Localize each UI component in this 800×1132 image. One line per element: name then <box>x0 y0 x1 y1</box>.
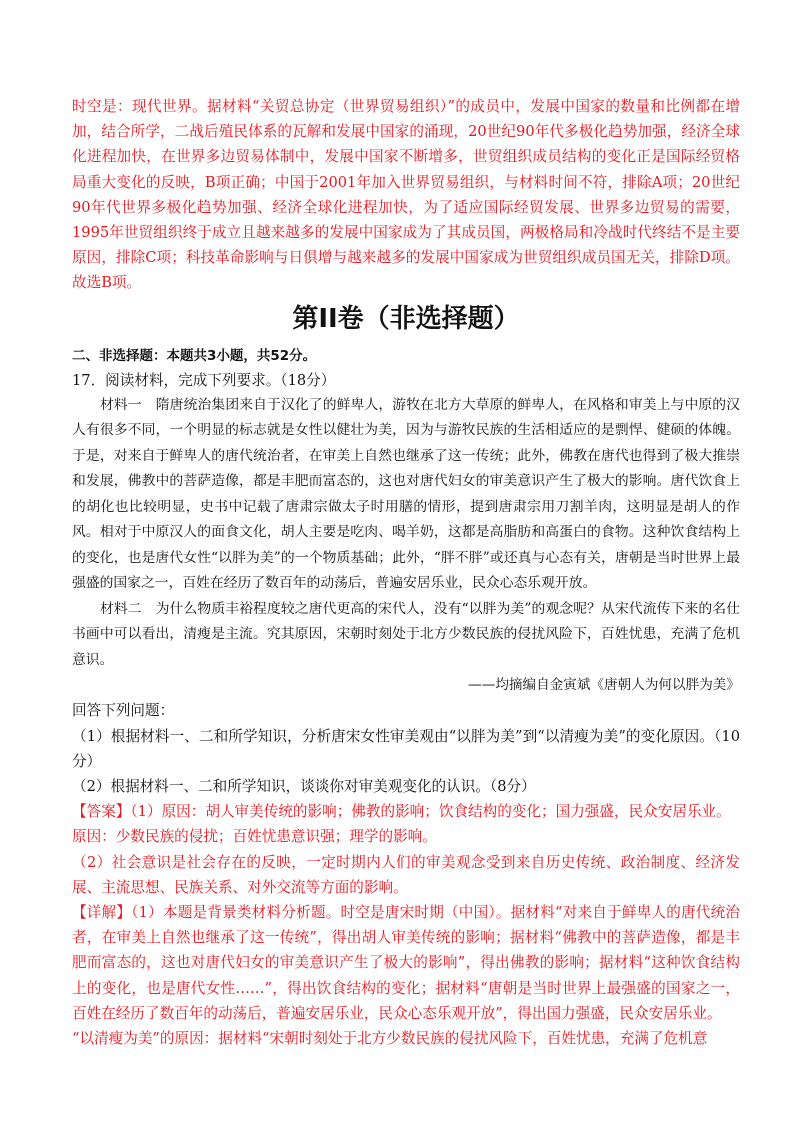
answer-prompt: 回答下列问题： <box>72 702 175 720</box>
document-page <box>72 94 740 1051</box>
material-one-label: 材料一 <box>100 396 142 413</box>
detail-tag: 【详解】 <box>72 903 132 921</box>
section-heading: 二、非选择题：本题共3小题，共52分。 <box>72 347 317 364</box>
explanation-tail: 时空是：现代世界。据材料“关贸总协定（世界贸易组织）”的成员中，发展中国家的数量和比例都在增加，结合所学，二战后殖民体系的瓦解和发展中国家的涌现，20世纪90年代多极化趋势加强，经济全球化进程加快，在世界多边贸易体制中，发展中国家不断增多，世贸组织成员结构的变化正是国际经贸格局重大变化的反映，B项正确；中国于2001年加入世界贸易组织，与材料时间不符，排除A项；20世纪90年代世界多极化趋势加强、经济全球化进程加快，为了适应国际经贸发展、世界多边贸易的需要，1995年世贸组织终于成立且越来越多的发展中国家成为了其成员国，两极格局和冷战时代终结不是主要原因，排除C项；科技革命影响与日俱增与越来越多的发展中国家成为世贸组织成员国无关，排除D项。故选B项。 <box>72 98 740 292</box>
volume-title: 第II卷（非选择题） <box>292 303 520 334</box>
sub-question-1: （1）根据材料一、二和所学知识，分析唐宋女性审美观由“以胖为美”到“以清瘦为美”的变化原因。（10分） <box>72 727 740 770</box>
material-one <box>72 393 740 597</box>
material-two-label: 材料二 <box>100 600 142 617</box>
material-source: ——均摘编自金寅斌《唐朝人为何以胖为美》 <box>468 677 740 694</box>
material-two <box>72 597 740 674</box>
detail-1 <box>72 900 740 1026</box>
detail-2: “以清瘦为美”的原因：据材料“宋朝时刻处于北方少数民族的侵扰风险下，百姓忧患，充满了危机意 <box>72 1029 708 1047</box>
sub-question-2: （2）根据材料一、二和所学知识，谈谈你对审美观变化的认识。（8分） <box>72 777 536 795</box>
material-two-text: 为什么物质丰裕程度较之唐代更高的宋代人，没有“以胖为美”的观念呢？从宋代流传下来的名仕书画中可以看出，清瘦是主流。究其原因，宋朝时刻处于北方少数民族的侵扰风险下，百姓忧患，充满了危机意识。 <box>72 600 741 668</box>
answer-2: （2）社会意识是社会存在的反映，一定时期内人们的审美观念受到来自历史传统、政治制度、经济发展、主流思想、民族关系、对外交流等方面的影响。 <box>72 853 740 896</box>
answer-1-text: （1）原因：胡人审美传统的影响；佛教的影响；饮食结构的变化；国力强盛，民众安居乐业。 <box>130 803 731 821</box>
detail-1-text: （1）本题是背景类材料分析题。时空是唐宋时期（中国）。据材料“对来自于鲜卑人的唐代统治者，在审美上自然也继承了这一传统”，得出胡人审美传统的影响；据材料“佛教中的菩萨造像，都是丰肥而富态的，这也对唐代妇女的审美意识产生了极大的影响”，得出佛教的影响；据材料“这种饮食结构上的变化，也是唐代女性……”，得出饮食结构的变化；据材料“唐朝是当时世界上最强盛的国家之一，百姓在经历了数百年的动荡后，普遍安居乐业，民众心态乐观开放”，得出国力强盛，民众安居乐业。 <box>72 903 740 1022</box>
answer-1 <box>72 799 740 824</box>
answer-1b: 原因：少数民族的侵扰；百姓忧患意识强；理学的影响。 <box>72 828 437 846</box>
answer-tag: 【答案】 <box>72 803 131 821</box>
question-stem: 17．阅读材料，完成下列要求。（18分） <box>72 371 336 389</box>
material-one-text: 隋唐统治集团来自于汉化了的鲜卑人，游牧在北方大草原的鲜卑人，在风格和审美上与中原的汉人有很多不同，一个明显的标志就是女性以健壮为美，因为与游牧民族的生活相适应的是剽悍、健硕的体魄。于是，对来自于鲜卑人的唐代统治者，在审美上自然也继承了这一传统；此外，佛教在唐代也得到了极大推崇和发展，佛教中的菩萨造像，都是丰肥而富态的，这也对唐代妇女的审美意识产生了极大的影响。唐代饮食上的胡化也比较明显，史书中记载了唐肃宗做太子时用膳的情形，提到唐肃宗用刀割羊肉，这明显是胡人的作风。相对于中原汉人的面食文化，胡人主要是吃肉、喝羊奶，这都是高脂肪和高蛋白的食物。这种饮食结构上的变化，也是唐代女性“以胖为美”的一个物质基础；此外，“胖不胖”或还真与心态有关，唐朝是当时世界上最强盛的国家之一，百姓在经历了数百年的动荡后，普遍安居乐业，民众心态乐观开放。 <box>72 396 741 592</box>
